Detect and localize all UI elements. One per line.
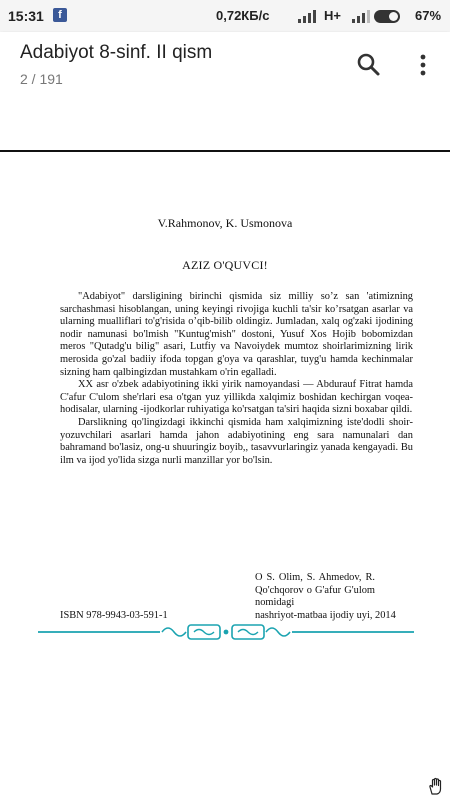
status-time: 15:31 (8, 8, 44, 24)
battery-level: 67% (415, 8, 442, 23)
network-speed: 0,72КБ/с (216, 8, 270, 23)
more-vert-icon (406, 48, 440, 82)
page-heading: AZIZ O'QUVCI! (182, 258, 268, 272)
paragraph: XX asr o'zbek adabiyotining ikki yirik namoyandasi — Abdurauf Fitrat hamda C'afur C'ulom she'rlari esa o'tgan yuz yillikda xalqimiz boshidan kechirgan voqea-hodisalar, ularning -ijodkorlar ruhiyatiga ko'rsatgan ta'siri haqida sizni boxabar qildi. (60, 379, 413, 416)
signal-icon (298, 9, 318, 23)
paragraph: Darslikning qo'lingizdagi ikkinchi qismida ham xalqimizning iste'dodli shoir-yozuvchilari asarlari hamda jahon adabiyotining eng sara namunalari dan bahramand bo'lasiz, ong-u shuuringiz boyib,, tasavvurlaringiz yanada kengayadi. Bu ilm va ijod yo'lida sizga nurli manzillar yor bo'lsin. (60, 416, 413, 466)
signal-icon-2 (352, 9, 370, 23)
ornament-divider (38, 622, 414, 642)
publisher-credit: O S. Olim, S. Ahmedov, R. Qo'chqorov o G'afur G'ulom nomidagi (255, 572, 375, 609)
data-toggle-icon (374, 10, 400, 23)
hand-pan-icon[interactable] (426, 776, 446, 796)
search-icon (352, 48, 386, 82)
isbn: ISBN 978-9943-03-591-1 (60, 610, 168, 621)
search-button[interactable] (352, 48, 386, 82)
facebook-icon: f (53, 8, 67, 22)
paragraph: "Adabiyot" darsligining birinchi qismida siz milliy so’z san 'atimizning sarchashmasi hisoblangan, uning keyingi rivojiga kuchli ta'sir ko’rsatgan asarlar va ularning mualliflari to'g'risida o’qib-bilib oldingiz. Jumladan, xalq og'zaki ijodining nodir namunasi bo'lmish "Kuntug'mish" dostoni, Yusuf Xos Hojib bobomizdan meros "Qutadg'u bilig" asari, Lutfiy va Navoiydek mumtoz shoirlarimizning lirik merosida go'zal badiiy ifoda topgan g'oya va qarashlar, tuyg'u hamda kechinmalar sizning ham qalbingizdan mustahkam o'rin egalladi. (60, 291, 413, 378)
document-title: Adabiyot 8-sinf. II qism (20, 42, 213, 63)
body-text (60, 291, 413, 467)
page-top-rule (0, 150, 450, 152)
more-options-button[interactable] (406, 48, 440, 82)
page-counter: 2 / 191 (20, 71, 63, 87)
app-bar (0, 32, 450, 98)
status-bar (0, 0, 450, 32)
publisher-credit-last-line: nashriyot-matbaa ijodiy uyi, 2014 (255, 610, 396, 621)
network-type: H+ (324, 8, 341, 23)
authors-line: V.Rahmonov, K. Usmonova (157, 216, 293, 230)
document-page[interactable] (0, 98, 450, 800)
